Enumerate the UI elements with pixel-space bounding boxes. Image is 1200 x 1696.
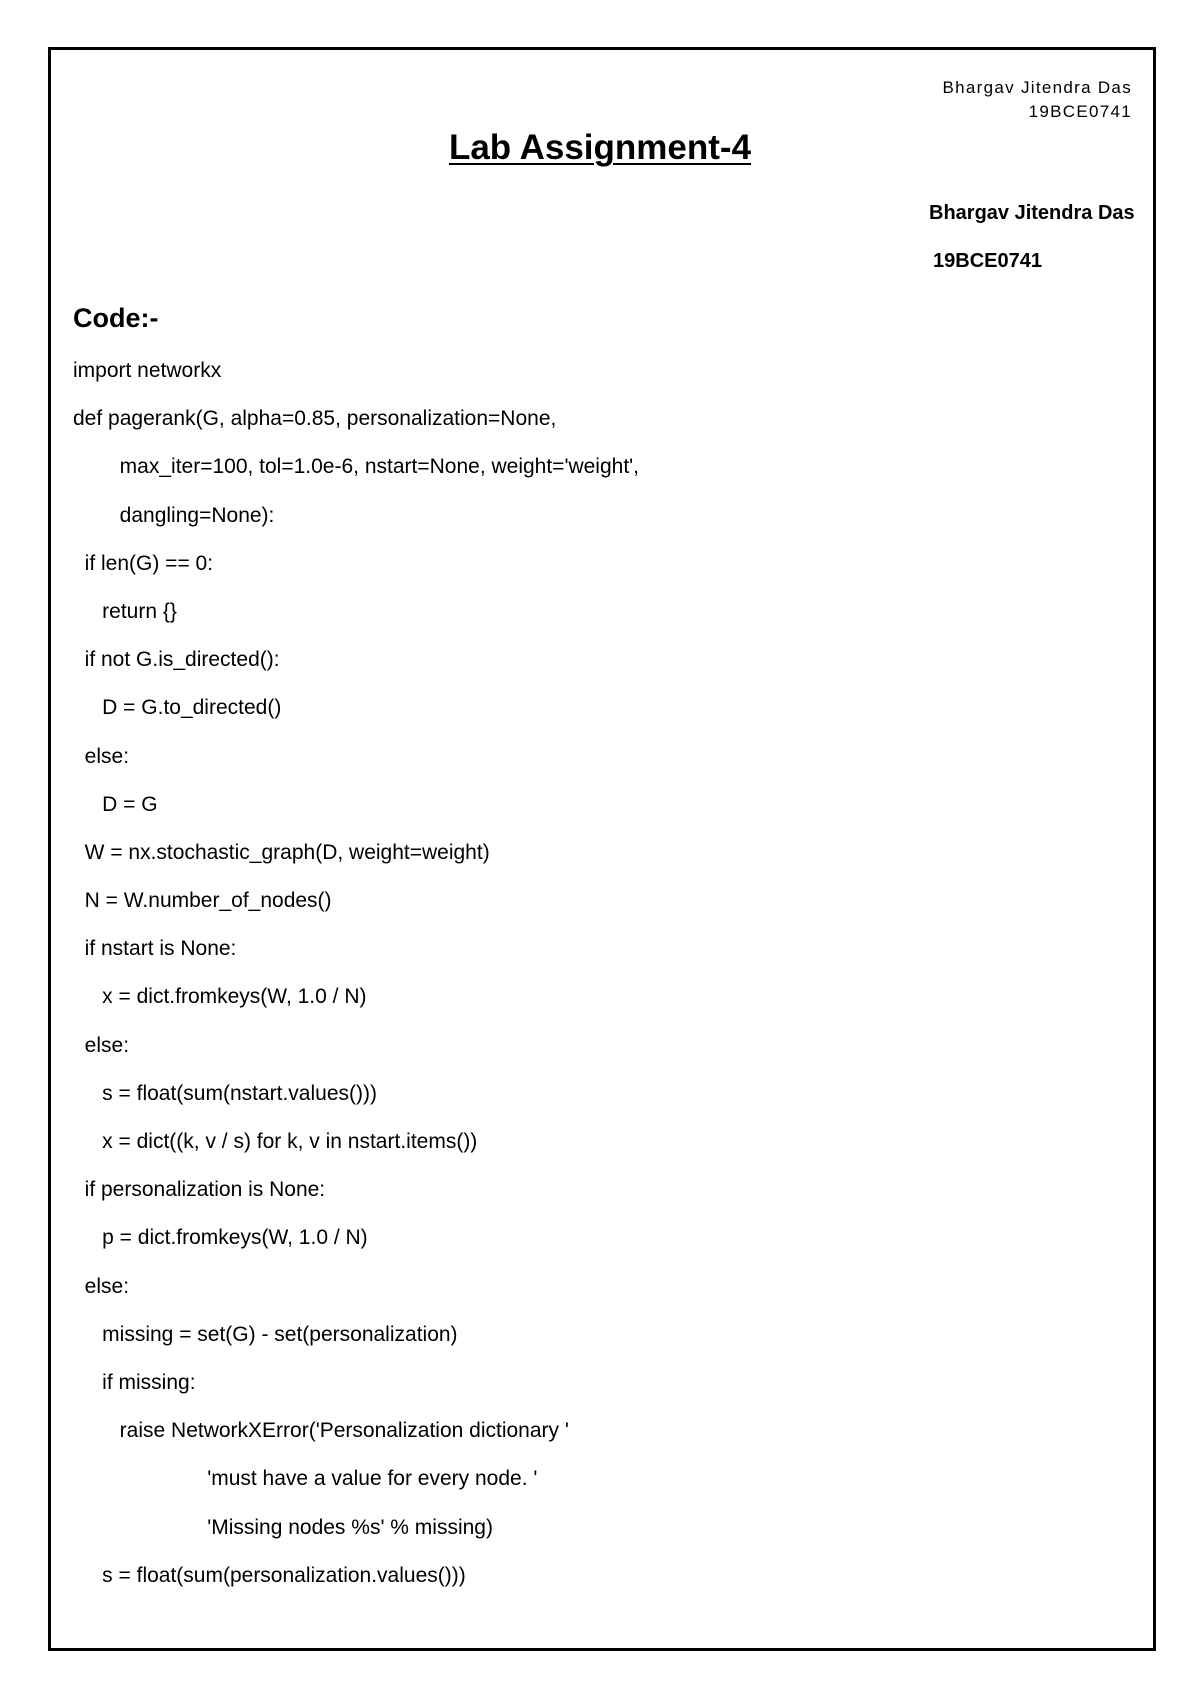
- code-line: if personalization is None:: [73, 1178, 326, 1202]
- code-line: if missing:: [73, 1370, 196, 1394]
- code-line: x = dict.fromkeys(W, 1.0 / N): [73, 985, 367, 1009]
- code-line: raise NetworkXError('Personalization dictionary ': [73, 1419, 569, 1443]
- code-line: else:: [73, 744, 130, 768]
- code-line: W = nx.stochastic_graph(D, weight=weight): [73, 840, 490, 864]
- code-line: D = G.to_directed(): [73, 696, 282, 720]
- code-line: if not G.is_directed():: [73, 648, 280, 672]
- code-line: return {}: [73, 599, 177, 623]
- code-line: if nstart is None:: [73, 937, 237, 961]
- header-author-name: Bhargav Jitendra Das: [942, 78, 1132, 97]
- document-title: Lab Assignment-4: [448, 128, 752, 167]
- code-line: 'must have a value for every node. ': [73, 1467, 538, 1491]
- author-name: Bhargav Jitendra Das: [929, 202, 1135, 224]
- code-line: s = float(sum(personalization.values())): [73, 1563, 466, 1587]
- code-line: D = G: [73, 792, 158, 816]
- page-header: [943, 76, 1132, 124]
- code-section-heading: Code:-: [73, 303, 159, 333]
- code-line: max_iter=100, tol=1.0e-6, nstart=None, weight='weight',: [73, 455, 640, 479]
- code-line: else:: [73, 1033, 130, 1057]
- code-line: N = W.number_of_nodes(): [73, 889, 332, 913]
- code-line: dangling=None):: [73, 503, 275, 527]
- code-line: import networkx: [73, 359, 222, 382]
- code-line: s = float(sum(nstart.values())): [73, 1081, 377, 1105]
- author-id: 19BCE0741: [933, 250, 1042, 272]
- code-line: x = dict((k, v / s) for k, v in nstart.items()): [73, 1130, 478, 1153]
- code-line: else:: [73, 1274, 130, 1298]
- header-author-id: 19BCE0741: [1028, 102, 1132, 121]
- code-line: p = dict.fromkeys(W, 1.0 / N): [73, 1226, 368, 1250]
- code-line: if len(G) == 0:: [73, 551, 214, 575]
- code-line: missing = set(G) - set(personalization): [73, 1322, 458, 1346]
- code-line: def pagerank(G, alpha=0.85, personalization=None,: [73, 407, 557, 431]
- code-line: 'Missing nodes %s' % missing): [73, 1515, 493, 1539]
- code-block: [73, 356, 1133, 1609]
